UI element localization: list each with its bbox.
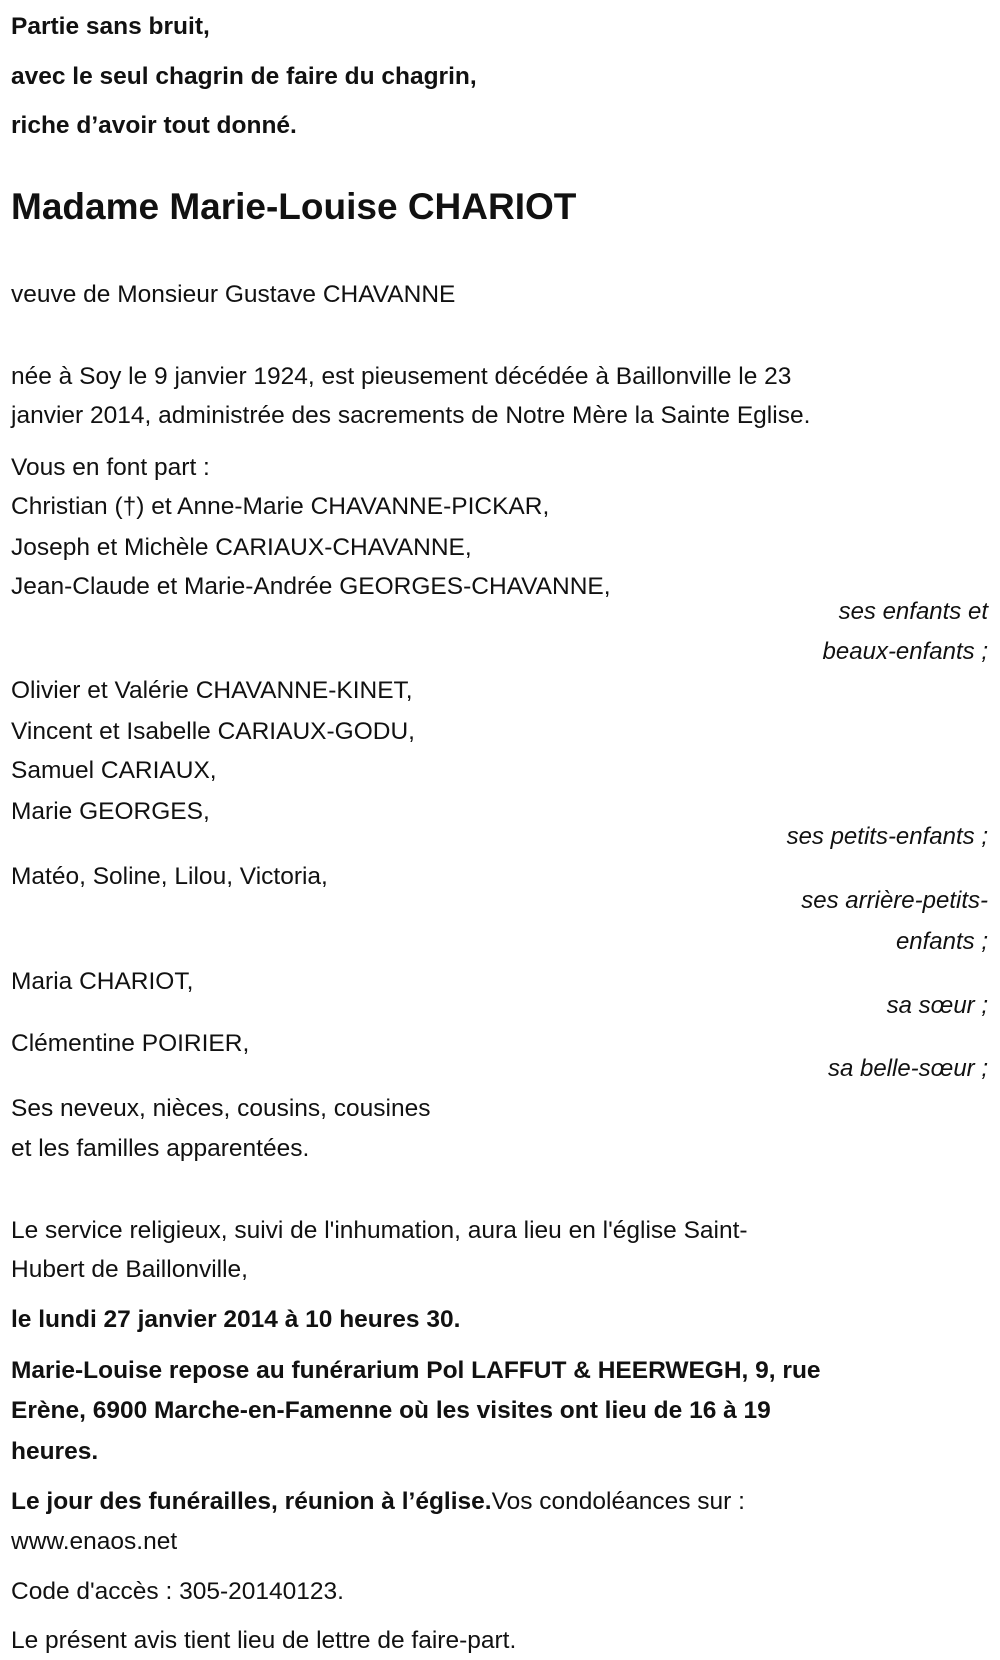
funeral-day-line (11, 1487, 745, 1517)
grandchild-entry: Samuel CARIAUX, (11, 757, 217, 784)
relation-label: beaux-enfants ; (822, 638, 988, 665)
child-entry: Joseph et Michèle CARIAUX-CHAVANNE, (11, 534, 472, 561)
service-line: Hubert de Baillonville, (11, 1256, 248, 1283)
grandchild-entry: Olivier et Valérie CHAVANNE-KINET, (11, 677, 413, 704)
website-link[interactable]: www.enaos.net (11, 1528, 178, 1555)
grandchild-entry: Vincent et Isabelle CARIAUX-GODU, (11, 718, 415, 745)
grandchild-entry: Marie GEORGES, (11, 798, 210, 825)
epigraph-line: Partie sans bruit, (11, 13, 210, 40)
sister-entry: Maria CHARIOT, (11, 968, 194, 995)
others-line: Ses neveux, nièces, cousins, cousines (11, 1095, 431, 1122)
funerarium-line: heures. (11, 1438, 99, 1465)
others-line: et les familles apparentées. (11, 1135, 310, 1162)
funeral-day: Le jour des funérailles, réunion à l’église. (11, 1488, 492, 1515)
epigraph-line: riche d’avoir tout donné. (11, 112, 297, 139)
funerarium-line: Marie-Louise repose au funérarium Pol LAFFUT & HEERWEGH, 9, rue (11, 1357, 821, 1384)
relation-label: sa sœur ; (886, 992, 988, 1019)
access-code: Code d'accès : 305-20140123. (11, 1578, 344, 1605)
epigraph-line: avec le seul chagrin de faire du chagrin, (11, 63, 477, 90)
relation-label: ses petits-enfants ; (786, 823, 988, 850)
funerarium-line: Erène, 6900 Marche-en-Famenne où les visites ont lieu de 16 à 19 (11, 1397, 771, 1424)
sister-in-law-entry: Clémentine POIRIER, (11, 1030, 250, 1057)
child-entry: Christian (†) et Anne-Marie CHAVANNE-PICKAR, (11, 493, 550, 520)
closing-note: Le présent avis tient lieu de lettre de faire-part. (11, 1627, 517, 1654)
relation-label: ses enfants et (838, 598, 988, 625)
relation-label: enfants ; (895, 928, 988, 955)
birth-death-line: janvier 2014, administrée des sacrements de Notre Mère la Sainte Eglise. (11, 402, 811, 429)
relation-label: sa belle-sœur ; (827, 1055, 988, 1082)
birth-death-line: née à Soy le 9 janvier 1924, est pieusement décédée à Baillonville le 23 (11, 363, 792, 390)
condolences-text: Vos condoléances sur : (491, 1488, 745, 1515)
announcement-intro: Vous en font part : (11, 454, 210, 481)
relation-label: ses arrière-petits- (801, 887, 988, 914)
service-line: Le service religieux, suivi de l'inhumation, aura lieu en l'église Saint- (11, 1217, 748, 1244)
great-grandchildren-entry: Matéo, Soline, Lilou, Victoria, (11, 863, 328, 890)
deceased-name-title: Madame Marie-Louise CHARIOT (11, 186, 577, 227)
widow-of: veuve de Monsieur Gustave CHAVANNE (11, 281, 456, 308)
service-date: le lundi 27 janvier 2014 à 10 heures 30. (11, 1306, 461, 1333)
child-entry: Jean-Claude et Marie-Andrée GEORGES-CHAVANNE, (11, 573, 611, 600)
